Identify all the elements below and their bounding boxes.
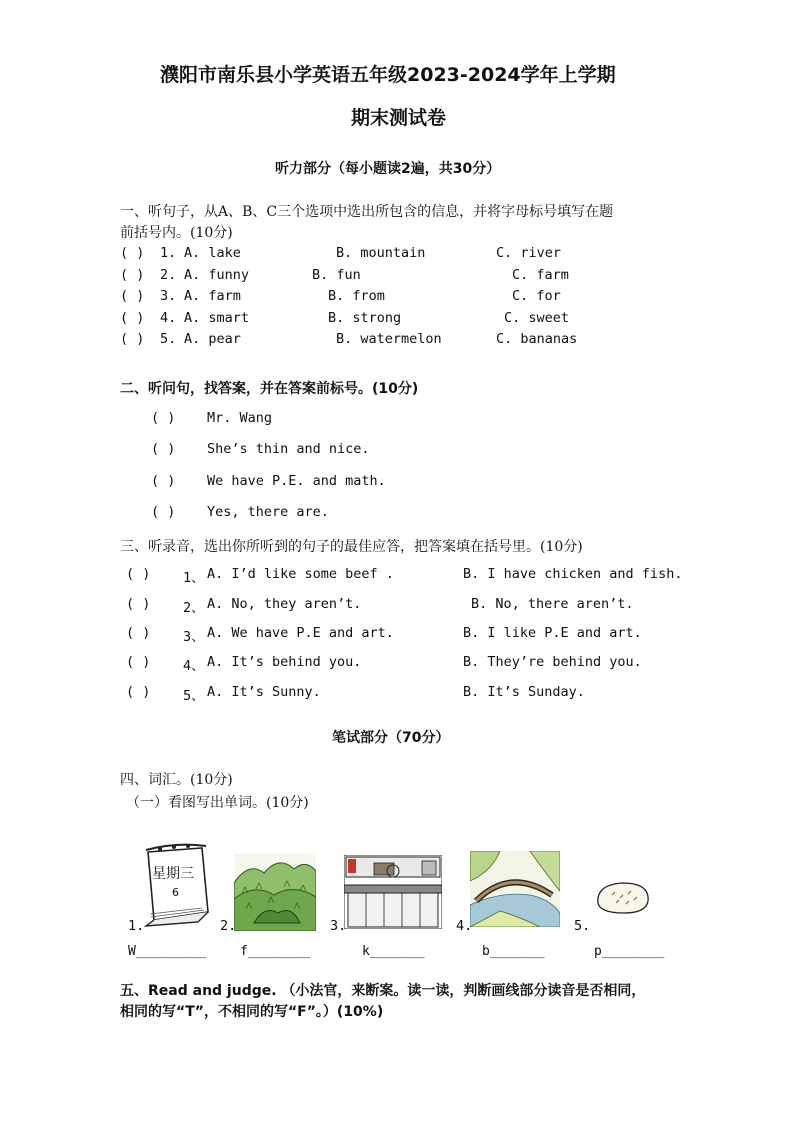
section1-item-2-b: B. fun [312,267,361,283]
picture-5-number: 5. [574,918,591,934]
section1-item-5-a: A. pear [184,331,241,347]
section1-item-2-a: A. funny [184,267,250,283]
section5-instruction-line1: 五、Read and judge. （小法官，来断案。读一读，判断画线部分读音是否相同， [120,983,646,999]
section1-item-1-num: 1. [160,245,177,261]
section3-item-1-num: 1、 [183,570,205,586]
page-title-line2: 期末测试卷 [351,107,447,129]
section4-sub-instruction: （一）看图写出单词。(10分) [126,795,309,811]
section2-item-3-text: We have P.E. and math. [207,473,386,489]
section1-item-1-b: B. mountain [336,245,426,261]
section2-item-4-text: Yes, there are. [207,504,329,520]
listening-heading: 听力部分（每小题读2遍，共30分） [275,161,501,177]
section3-item-4-b: B. They’re behind you. [463,654,642,670]
section1-item-4-num: 4. [160,310,177,326]
section1-item-3-num: 3. [160,288,177,304]
picture-1-number: 1. [128,918,145,934]
section1-item-1-c: C. river [496,245,562,261]
picture-2-number: 2. [220,918,237,934]
writing-heading: 笔试部分（70分） [332,730,450,746]
section3-item-2-paren[interactable]: ( ) [126,596,151,612]
section3-item-5-paren[interactable]: ( ) [126,684,151,700]
picture-3-answer-blank[interactable]: k_______ [362,944,425,959]
picture-3-number: 3. [330,918,347,934]
section1-instruction-line2: 前括号内。(10分) [120,225,233,241]
section1-item-2-c: C. farm [512,267,569,283]
section3-item-1-paren[interactable]: ( ) [126,566,151,582]
section1-item-3-c: C. for [512,288,561,304]
section3-item-1-a: A. I’d like some beef . [207,566,394,582]
page-title-line1: 濮阳市南乐县小学英语五年级2023-2024学年上学期 [160,64,616,86]
section1-item-2-num: 2. [160,267,177,283]
section3-instruction: 三、听录音，选出你所听到的句子的最佳应答，把答案填在括号里。(10分) [120,539,583,555]
section3-item-5-num: 5、 [183,688,205,704]
section3-item-1-b: B. I have chicken and fish. [463,566,683,582]
section3-item-3-num: 3、 [183,629,205,645]
forest-icon [234,853,316,931]
section1-item-2-paren[interactable]: ( ) [120,267,145,283]
section1-item-3-paren[interactable]: ( ) [120,288,145,304]
section1-item-1-a: A. lake [184,245,241,261]
section3-item-2-a: A. No, they aren’t. [207,596,362,612]
section1-item-1-paren[interactable]: ( ) [120,245,145,261]
section3-item-3-paren[interactable]: ( ) [126,625,151,641]
calendar-day-number: 6 [172,886,179,899]
kitchen-icon [344,855,442,929]
section1-item-5-b: B. watermelon [336,331,442,347]
section2-item-2-paren[interactable]: ( ) [151,441,176,457]
section2-item-1-paren[interactable]: ( ) [151,410,176,426]
section1-instruction-line1: 一、听句子，从A、B、C三个选项中选出所包含的信息，并将字母标号填写在题 [120,204,614,220]
section2-instruction: 二、听问句，找答案，并在答案前标号。(10分) [120,381,419,397]
picture-5-answer-blank[interactable]: p________ [594,944,665,959]
section4-instruction: 四、词汇。(10分) [120,772,233,788]
section2-item-1-text: Mr. Wang [207,410,273,426]
calendar-weekday-text: 星期三 [152,866,194,882]
section1-item-4-b: B. strong [328,310,402,326]
section2-item-4-paren[interactable]: ( ) [151,504,176,520]
section1-item-4-c: C. sweet [504,310,570,326]
section5-instruction-line2: 相同的写“T”，不相同的写“F”。）(10%) [120,1004,384,1020]
section3-item-2-num: 2、 [183,600,205,616]
bridge-icon [470,851,560,927]
section3-item-3-b: B. I like P.E and art. [463,625,642,641]
section3-item-5-a: A. It’s Sunny. [207,684,321,700]
picture-4-number: 4. [456,918,473,934]
calendar-icon [136,842,214,928]
section3-item-4-paren[interactable]: ( ) [126,654,151,670]
section1-item-4-paren[interactable]: ( ) [120,310,145,326]
section2-item-2-text: She’s thin and nice. [207,441,370,457]
section3-item-2-b: B. No, there aren’t. [471,596,634,612]
section1-item-4-a: A. smart [184,310,250,326]
section1-item-5-paren[interactable]: ( ) [120,331,145,347]
picture-1-answer-blank[interactable]: W_________ [128,944,207,959]
section3-item-4-a: A. It’s behind you. [207,654,362,670]
picture-2-answer-blank[interactable]: f________ [240,944,311,959]
section1-item-5-num: 5. [160,331,177,347]
picture-4-answer-blank[interactable]: b_______ [482,944,545,959]
section3-item-5-b: B. It’s Sunday. [463,684,585,700]
section1-item-5-c: C. bananas [496,331,578,347]
section1-item-3-a: A. farm [184,288,241,304]
section3-item-4-num: 4、 [183,658,205,674]
section2-item-3-paren[interactable]: ( ) [151,473,176,489]
section3-item-3-a: A. We have P.E and art. [207,625,394,641]
bread-icon [594,879,652,917]
section1-item-3-b: B. from [328,288,385,304]
